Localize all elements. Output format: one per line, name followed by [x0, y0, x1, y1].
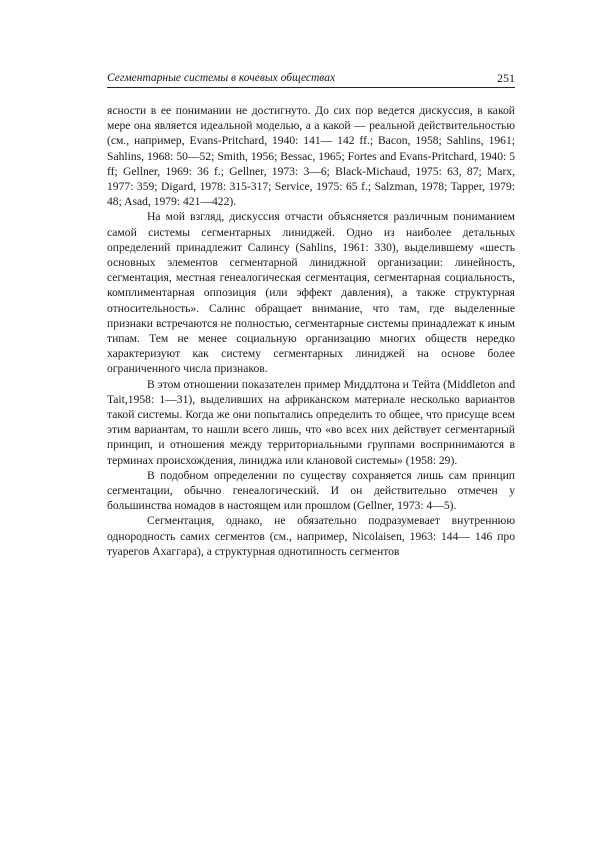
paragraph-4: В подобном определении по существу сохраняется лишь сам принцип сегментации, обычно генеалогический. И он действительно отмечен у большинства номадов в настоящем или прошлом (Gellner, 1973: 4—5). — [107, 468, 515, 513]
paragraph-3: В этом отношении показателен пример Миддлтона и Тейта (Middleton and Tait,1958: 1—31), выделивших на африканском материале несколько вариантов такой системы. Когда же они попытались определить то общее, что присуще всем этим вариантам, то нашли всего лишь, что «во всех них действует сегментарный принцип, и отношения между территориальными группами воспринимаются в терминах происхождения, линиджа или клановой системы» (1958: 29). — [107, 377, 515, 467]
body-text — [107, 103, 515, 559]
running-title: Сегментарные системы в кочевых обществах — [107, 72, 336, 84]
page-number: 251 — [497, 71, 515, 85]
paragraph-5: Сегментация, однако, не обязательно подразумевает внутреннюю однородность самих сегментов (см., например, Nicolaisen, 1963: 144— 146 про туарегов Ахаггара), а структурная однотипность сегментов — [107, 514, 515, 558]
running-header — [107, 70, 515, 88]
paragraph-1: ясности в ее понимании не достигнуто. До сих пор ведется дискуссия, в какой мере она является идеальной моделью, а а какой — реальной действительностью (см., например, Evans-Pritchard, 1940: 141— 142 ff.; Bacon, 1958; Sahlins, 1961; Sahlins, 1968: 50—52; Smith, 1956; Bessac, 1965; Fortes and Evans-Pritchard, 1940: 5 ff; Gellner, 1969: 36 f.; Gellner, 1973: 3—6; Black-Michaud, 1975: 63, 87; Marx, 1977: 359; Digard, 1978: 315-317; Service, 1975: 65 f.; Salzman, 1978; Tapper, 1979: 48; Asad, 1979: 421—422). — [107, 104, 515, 209]
paragraph-2: На мой взгляд, дискуссия отчасти объясняется различным пониманием самой системы сегментарных линиджей. Одно из наиболее детальных определений принадлежит Салинсу (Sahlins, 1961: 330), выделившему «шесть основных элементов сегментарной линиджной организации: линейность, сегментация, местная генеалогическая сегментация, сегментарная социальность, комплиментарная оппозиция (или эффект давления), а также структурная относительность». Салинс обращает внимание, что там, где выделенные признаки встречаются не полностью, сегментарные системы принадлежат к иным типам. Тем не менее социальную организацию многих обществ нередко характеризуют как систему сегментарных линиджей на основе более ограниченного числа признаков. — [107, 210, 515, 376]
